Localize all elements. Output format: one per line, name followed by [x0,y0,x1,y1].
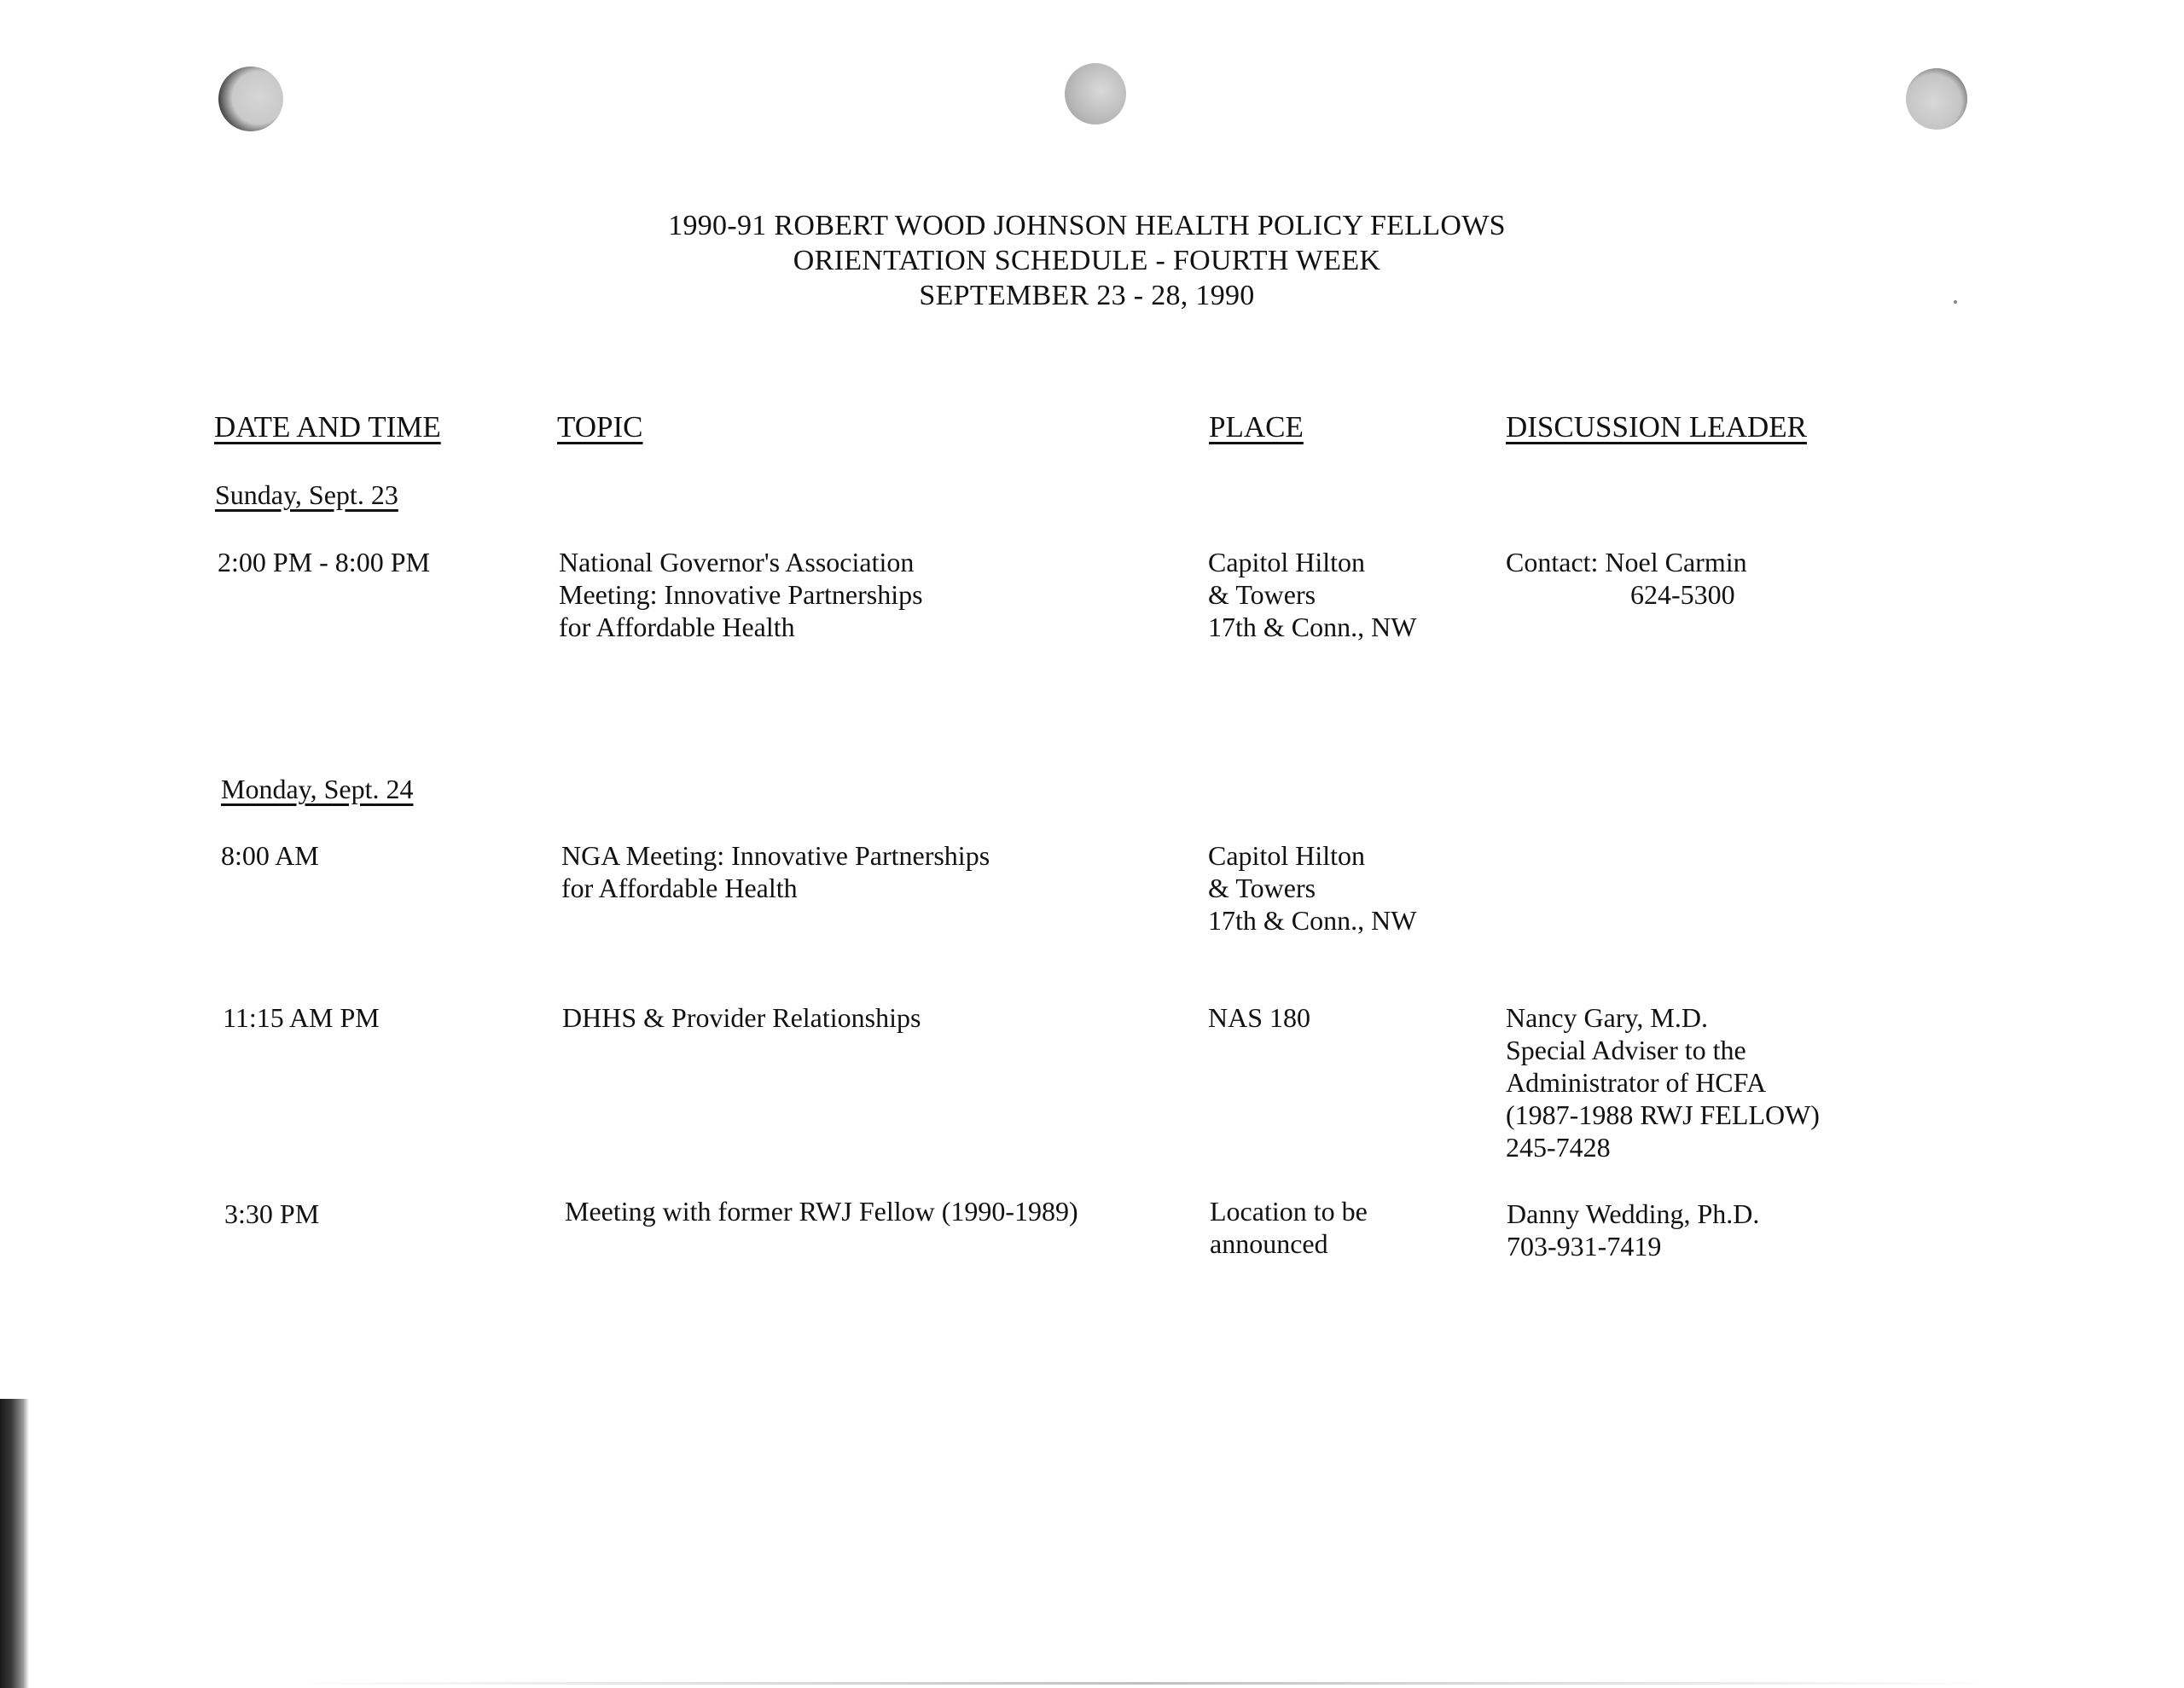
event-time: 2:00 PM - 8:00 PM [218,547,430,577]
event-place: Location to be announced [1210,1196,1368,1259]
punch-hole-right [1906,68,1967,130]
event-leader: Danny Wedding, Ph.D. 703-931-7419 [1507,1198,1760,1262]
header-subtitle: ORIENTATION SCHEDULE - FOURTH WEEK [793,245,1381,276]
event-time: 3:30 PM [224,1198,320,1229]
event-time: 8:00 AM [221,840,319,871]
day-heading-monday: Monday, Sept. 24 [221,774,414,804]
scan-edge-shadow [0,1399,29,1688]
column-header-date-time: DATE AND TIME [214,410,441,444]
event-time: 11:15 AM PM [223,1002,380,1033]
event-topic: NGA Meeting: Innovative Partnerships for Affordable Health [561,840,990,903]
header-title: 1990-91 ROBERT WOOD JOHNSON HEALTH POLICY FELLOWS [668,210,1506,241]
event-leader: Nancy Gary, M.D. Special Adviser to the Administrator of HCFA (1987-1988 RWJ FELLOW) 245-7428 [1506,1002,1820,1163]
column-header-topic: TOPIC [557,410,643,444]
event-topic: Meeting with former RWJ Fellow (1990-1989) [565,1196,1078,1227]
event-place: Capitol Hilton & Towers 17th & Conn., NW [1208,840,1417,936]
column-header-discussion-leader: DISCUSSION LEADER [1506,410,1807,444]
event-place: NAS 180 [1208,1002,1311,1033]
day-heading-sunday: Sunday, Sept. 23 [215,479,398,510]
header-dates: SEPTEMBER 23 - 28, 1990 [919,280,1255,311]
column-header-place: PLACE [1209,410,1304,444]
event-topic: DHHS & Provider Relationships [562,1002,921,1033]
punch-hole-left [218,67,283,131]
document-header [512,208,1662,313]
event-leader: Contact: Noel Carmin 624-5300 [1506,547,1747,610]
event-topic: National Governor's Association Meeting: Innovative Partnerships for Affordable Health [559,547,923,642]
scan-speck [1954,300,1957,304]
punch-hole-center [1065,63,1126,125]
scan-bottom-edge [290,1682,1996,1685]
event-place: Capitol Hilton & Towers 17th & Conn., NW [1208,547,1417,642]
